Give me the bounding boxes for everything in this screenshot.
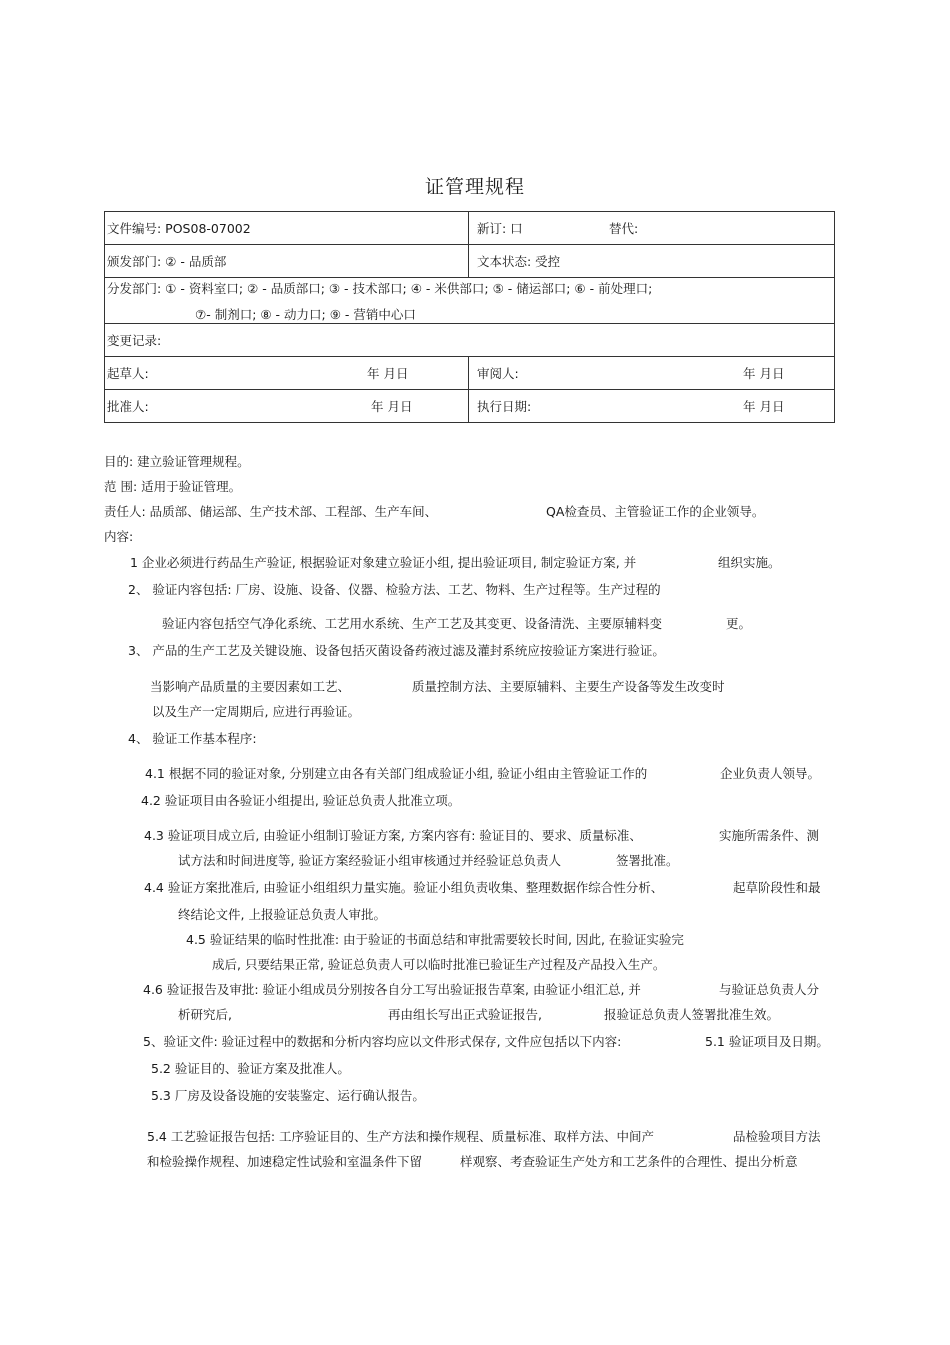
issue-dept-cell	[105, 245, 469, 278]
item-5-4: 5.4 工艺验证报告包括: 工序验证目的、生产方法和操作规程、质量标准、取样方法、中间产	[147, 1129, 655, 1144]
header-table	[104, 211, 835, 423]
item-4-4-cont: 起草阶段性和最	[733, 880, 821, 895]
drafter-label: 起草人:	[107, 366, 149, 381]
change-record: 变更记录:	[107, 333, 162, 348]
doc-number-cell	[105, 212, 469, 245]
item-4-1-cont: 企业负责人领导。	[720, 766, 821, 781]
item-5-4-line2-cont: 样观察、考查验证生产处方和工艺条件的合理性、提出分析意	[460, 1154, 798, 1169]
drafter-date: 年 月日	[367, 366, 409, 381]
item-4-2: 4.2 验证项目由各验证小组提出, 验证总负责人批准立项。	[141, 793, 461, 808]
change-record-cell	[105, 324, 835, 357]
status-cell	[469, 245, 835, 278]
approver-cell	[105, 390, 469, 423]
item-3-line2: 当影响产品质量的主要因素如工艺、	[150, 679, 351, 694]
item-3-line3: 以及生产一定周期后, 应进行再验证。	[152, 704, 360, 719]
issue-dept: 颁发部门: ② - 品质部	[107, 254, 227, 269]
drafter-cell	[105, 357, 469, 390]
responsibility-line-cont: QA检查员、主管验证工作的企业领导。	[546, 504, 765, 519]
item-5-3: 5.3 厂房及设备设施的安装鉴定、运行确认报告。	[151, 1088, 425, 1103]
distribution-cell	[105, 278, 835, 324]
reviewer-date: 年 月日	[743, 366, 785, 381]
doc-status: 文本状态: 受控	[477, 254, 561, 269]
item-4-6-line2-b: 再由组长写出正式验证报告,	[388, 1007, 542, 1022]
exec-date-label: 执行日期:	[477, 399, 532, 414]
item-5-4-cont: 品检验项目方法	[733, 1129, 821, 1144]
exec-date: 年 月日	[743, 399, 785, 414]
reviewer-label: 审阅人:	[477, 366, 519, 381]
item-4-3-line2: 试方法和时间进度等, 验证方案经验证小组审核通过并经验证总负责人	[178, 853, 561, 868]
item-5: 5、验证文件: 验证过程中的数据和分析内容均应以文件形式保存, 文件应包括以下内容:	[143, 1034, 622, 1049]
item-2: 2、 验证内容包括: 厂房、设施、设备、仪器、检验方法、工艺、物料、生产过程等。生产过程的	[128, 582, 661, 597]
exec-date-cell	[469, 390, 835, 423]
item-4-6-line2-c: 报验证总负责人签署批准生效。	[604, 1007, 780, 1022]
item-4-5-line2: 成后, 只要结果正常, 验证总负责人可以临时批准已验证生产过程及产品投入生产。	[212, 957, 666, 972]
reviewer-cell	[469, 357, 835, 390]
item-5-2: 5.2 验证目的、验证方案及批准人。	[151, 1061, 350, 1076]
item-3: 3、 产品的生产工艺及关键设施、设备包括灭菌设备药液过滤及灌封系统应按验证方案进行验证。	[128, 643, 665, 658]
item-4-1: 4.1 根据不同的验证对象, 分别建立由各有关部门组成验证小组, 验证小组由主管验证工作的	[145, 766, 648, 781]
item-4-3-cont: 实施所需条件、测	[719, 828, 820, 843]
approver-label: 批准人:	[107, 399, 149, 414]
document-title: 证管理规程	[424, 176, 525, 198]
item-3-line2-cont: 质量控制方法、主要原辅料、主要生产设备等发生改变时	[412, 679, 725, 694]
item-4-4: 4.4 验证方案批准后, 由验证小组组织力量实施。验证小组负责收集、整理数据作综合性分析、	[144, 880, 664, 895]
item-4-3: 4.3 验证项目成立后, 由验证小组制订验证方案, 方案内容有: 验证目的、要求、质量标准、	[144, 828, 642, 843]
content-heading: 内容:	[104, 529, 134, 544]
item-1: 1 企业必须进行药品生产验证, 根据验证对象建立验证小组, 提出验证项目, 制定验证方案, 并	[130, 555, 637, 570]
distribution-line-1: 分发部门: ① - 资料室口; ② - 品质部口; ③ - 技术部口; ④ - 米供部口; ⑤ - 储运部口; ⑥ - 前处理口;	[107, 281, 653, 296]
replace-label: 替代:	[609, 221, 639, 236]
item-2-line2-cont: 更。	[726, 616, 752, 631]
item-4-4-line2: 终结论文件, 上报验证总负责人审批。	[178, 907, 386, 922]
new-flag: 新订: 口	[477, 221, 523, 236]
doc-number: 文件编号: POS08-07002	[107, 221, 251, 236]
item-5-1: 5.1 验证项目及日期。	[705, 1034, 829, 1049]
item-4-6: 4.6 验证报告及审批: 验证小组成员分别按各自分工写出验证报告草案, 由验证小组汇总, 并	[143, 982, 641, 997]
item-4-6-cont: 与验证总负责人分	[719, 982, 820, 997]
purpose-line: 目的: 建立验证管理规程。	[104, 454, 250, 469]
scope-line: 范 围: 适用于验证管理。	[104, 479, 242, 494]
item-4-6-line2: 析研究后,	[178, 1007, 232, 1022]
item-4-3-line2-cont: 签署批准。	[616, 853, 679, 868]
revision-cell	[469, 212, 835, 245]
approver-date: 年 月日	[371, 399, 413, 414]
item-4: 4、 验证工作基本程序:	[128, 731, 257, 746]
item-1-cont: 组织实施。	[718, 555, 781, 570]
item-4-5: 4.5 验证结果的临时性批准: 由于验证的书面总结和审批需要较长时间, 因此, 在验证实验完	[186, 932, 684, 947]
responsibility-line: 责任人: 品质部、储运部、生产技术部、工程部、生产车间、	[104, 504, 438, 519]
distribution-line-2: ⑦- 制剂口; ⑧ - 动力口; ⑨ - 营销中心口	[195, 307, 416, 322]
item-2-line2: 验证内容包括空气净化系统、工艺用水系统、生产工艺及其变更、设备清洗、主要原辅料变	[162, 616, 663, 631]
item-5-4-line2: 和检验操作规程、加速稳定性试验和室温条件下留	[147, 1154, 423, 1169]
